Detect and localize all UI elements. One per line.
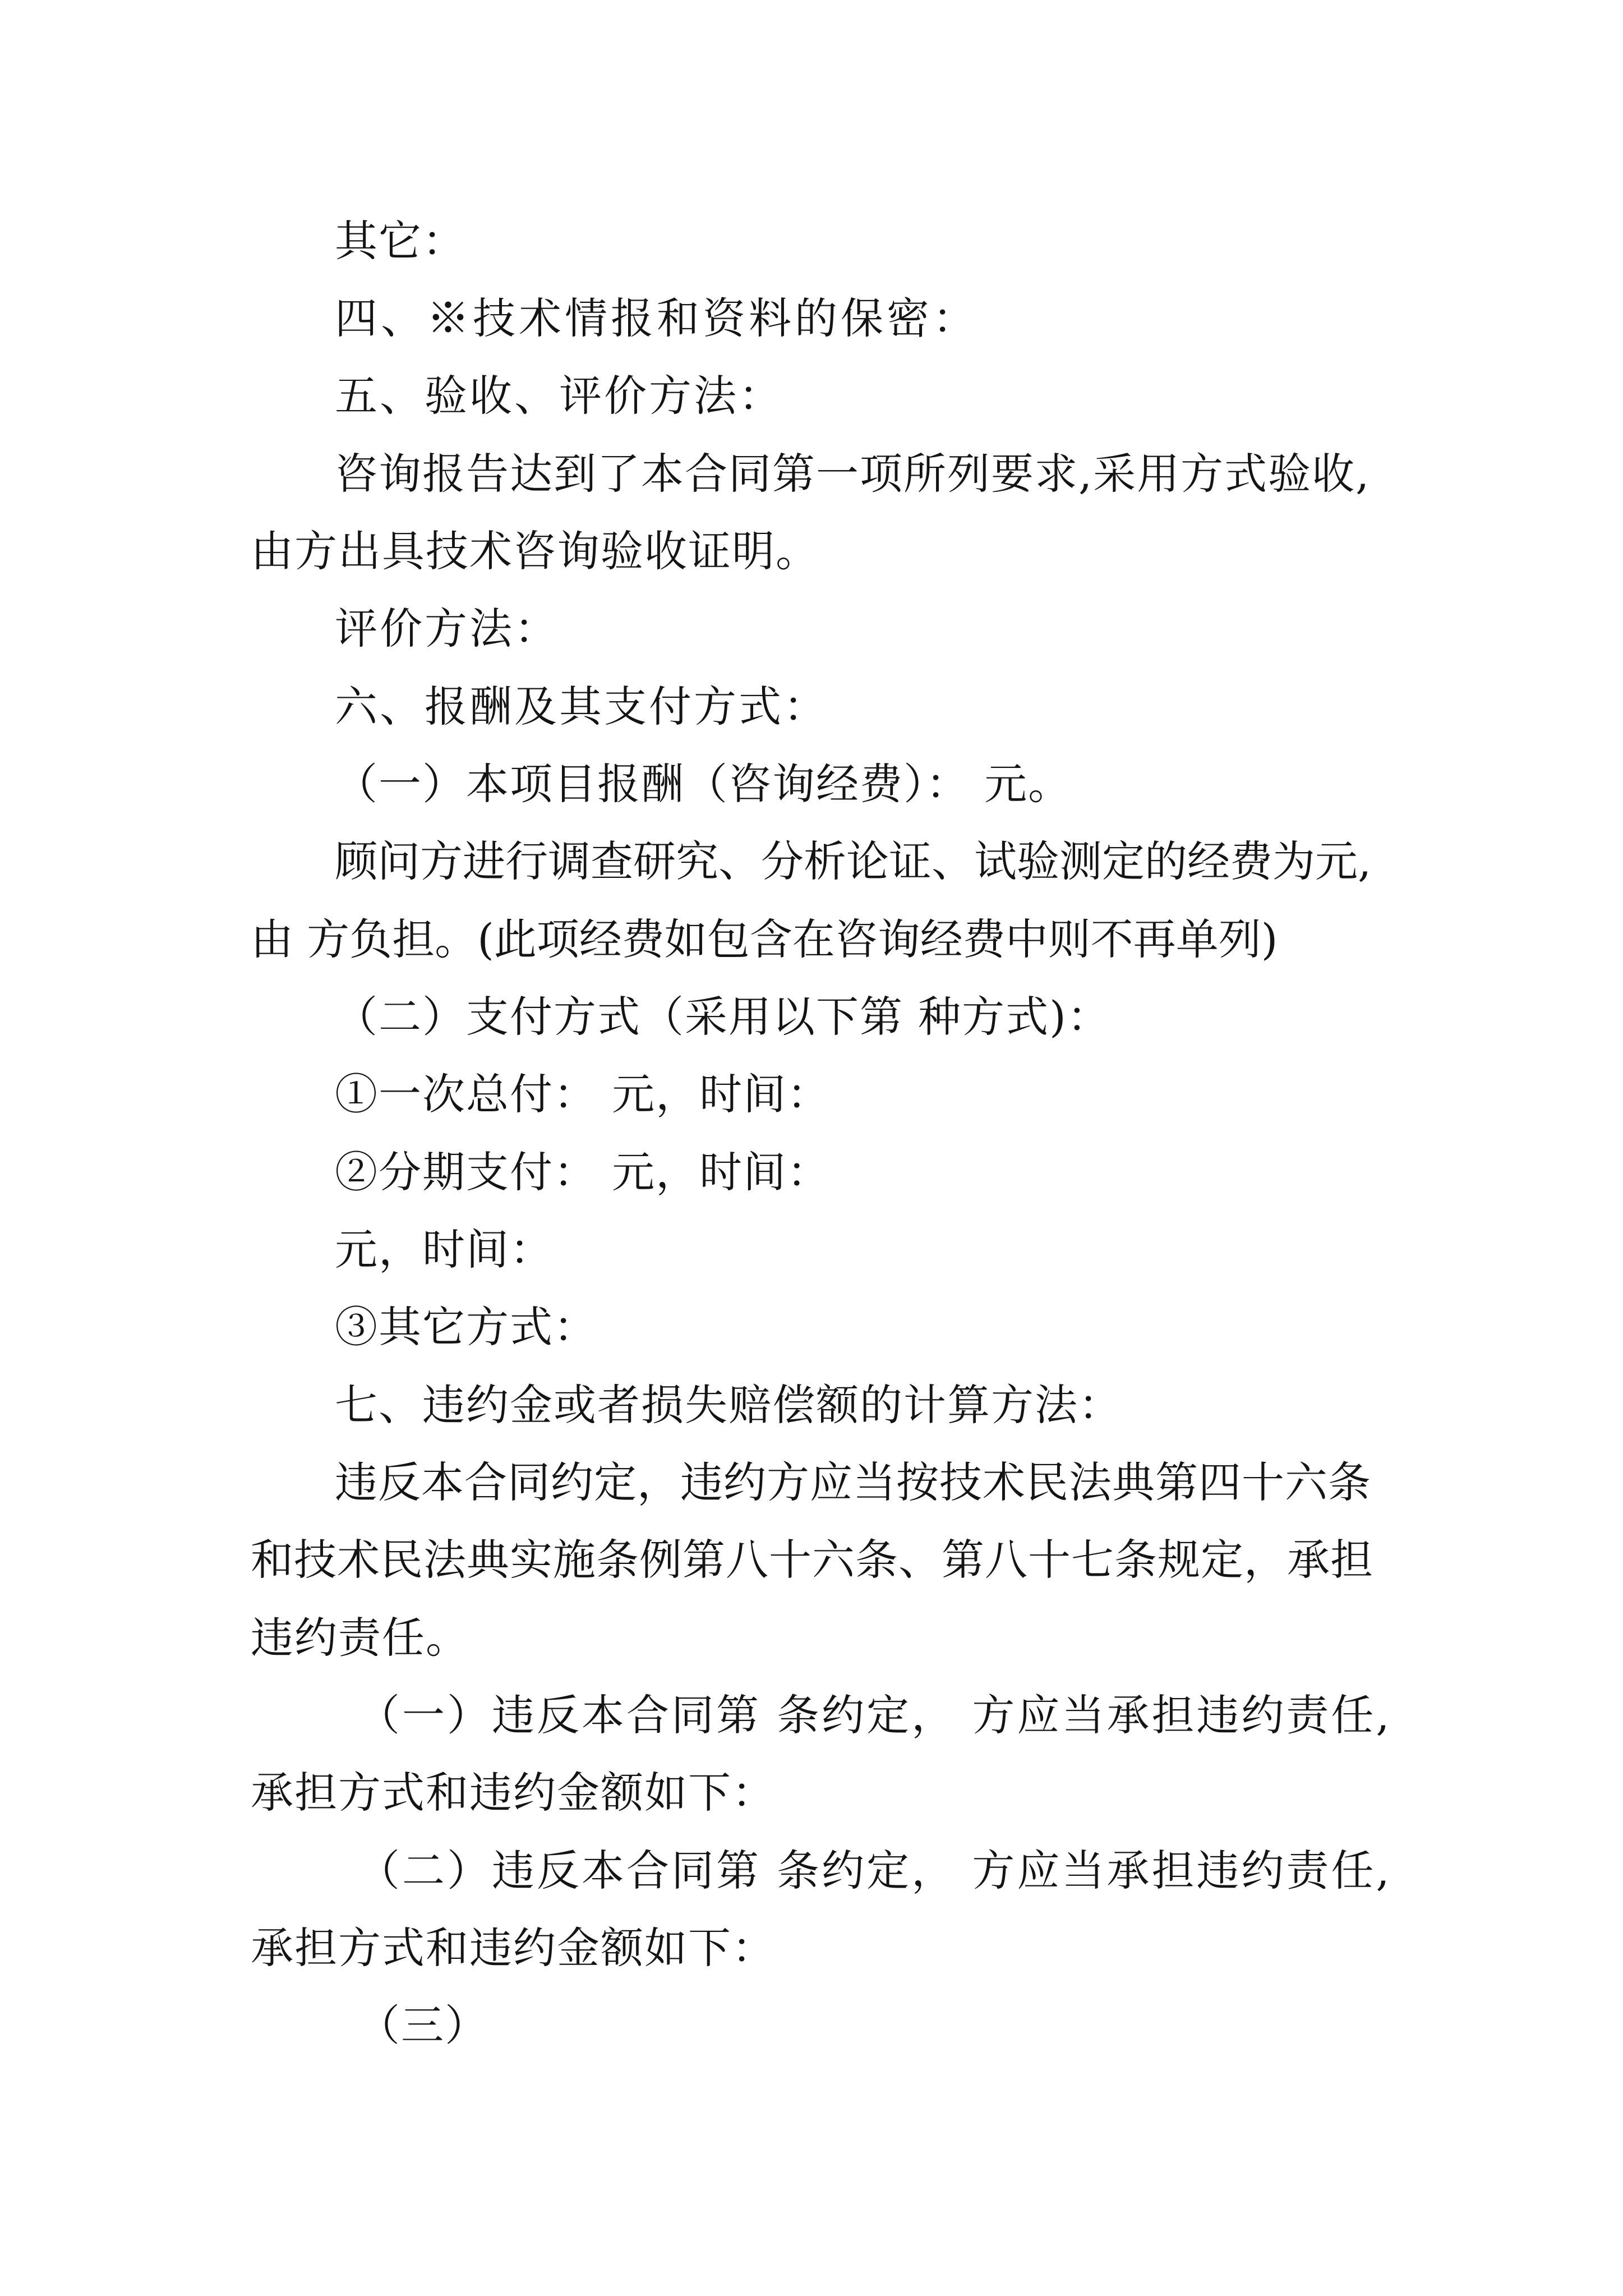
section-heading-confidentiality: 四、※技术情报和资料的保密： bbox=[335, 293, 979, 343]
section-heading-acceptance: 五、验收、评价方法： bbox=[335, 371, 783, 421]
list-item-installment-line: 元，时间： bbox=[335, 1225, 554, 1274]
list-item-lump-sum: ①一次总付： 元，时间： bbox=[335, 1069, 831, 1119]
list-item-installments: ②分期支付： 元，时间： bbox=[335, 1147, 831, 1197]
paragraph-line: 由方出具技术咨询验收证明。 bbox=[251, 526, 819, 576]
text-line-evaluation-method: 评价方法： bbox=[335, 604, 559, 654]
subsection-payment-method: （二）支付方式（采用以下第 种方式)： bbox=[335, 992, 1111, 1042]
paragraph-line: 承担方式和违约金额如下： bbox=[251, 1768, 776, 1818]
subsection-project-fee: （一）本项目报酬（咨询经费）： 元。 bbox=[335, 759, 1072, 809]
paragraph-line: 咨询报告达到了本合同第一项所列要求,采用方式验收, bbox=[335, 449, 1371, 499]
section-heading-penalty: 七、违约金或者损失赔偿额的计算方法： bbox=[335, 1380, 1122, 1430]
paragraph-line: 违约责任。 bbox=[251, 1613, 469, 1663]
list-item-other-method: ③其它方式： bbox=[335, 1302, 597, 1352]
subsection-breach-2: （二）违反本合同第 条约定， 方应当承担违约责任, bbox=[357, 1846, 1392, 1895]
paragraph-line: 承担方式和违约金额如下： bbox=[251, 1923, 776, 1973]
paragraph-line: 由 方负担。(此项经费如包含在咨询经费中则不再单列) bbox=[251, 914, 1278, 964]
paragraph-line: 违反本合同约定，违约方应当按技术民法典第四十六条 bbox=[335, 1457, 1371, 1507]
section-heading-payment: 六、报酬及其支付方式： bbox=[335, 682, 828, 731]
subsection-breach-3: （三） bbox=[357, 2000, 488, 2050]
paragraph-line: 顾问方进行调查研究、分析论证、试验测定的经费为元, bbox=[335, 836, 1372, 886]
subsection-breach-1: （一）违反本合同第 条约定， 方应当承担违约责任, bbox=[357, 1690, 1392, 1740]
text-line-other: 其它： bbox=[335, 216, 466, 266]
paragraph-line: 和技术民法典实施条例第八十六条、第八十七条规定，承担 bbox=[251, 1535, 1373, 1585]
